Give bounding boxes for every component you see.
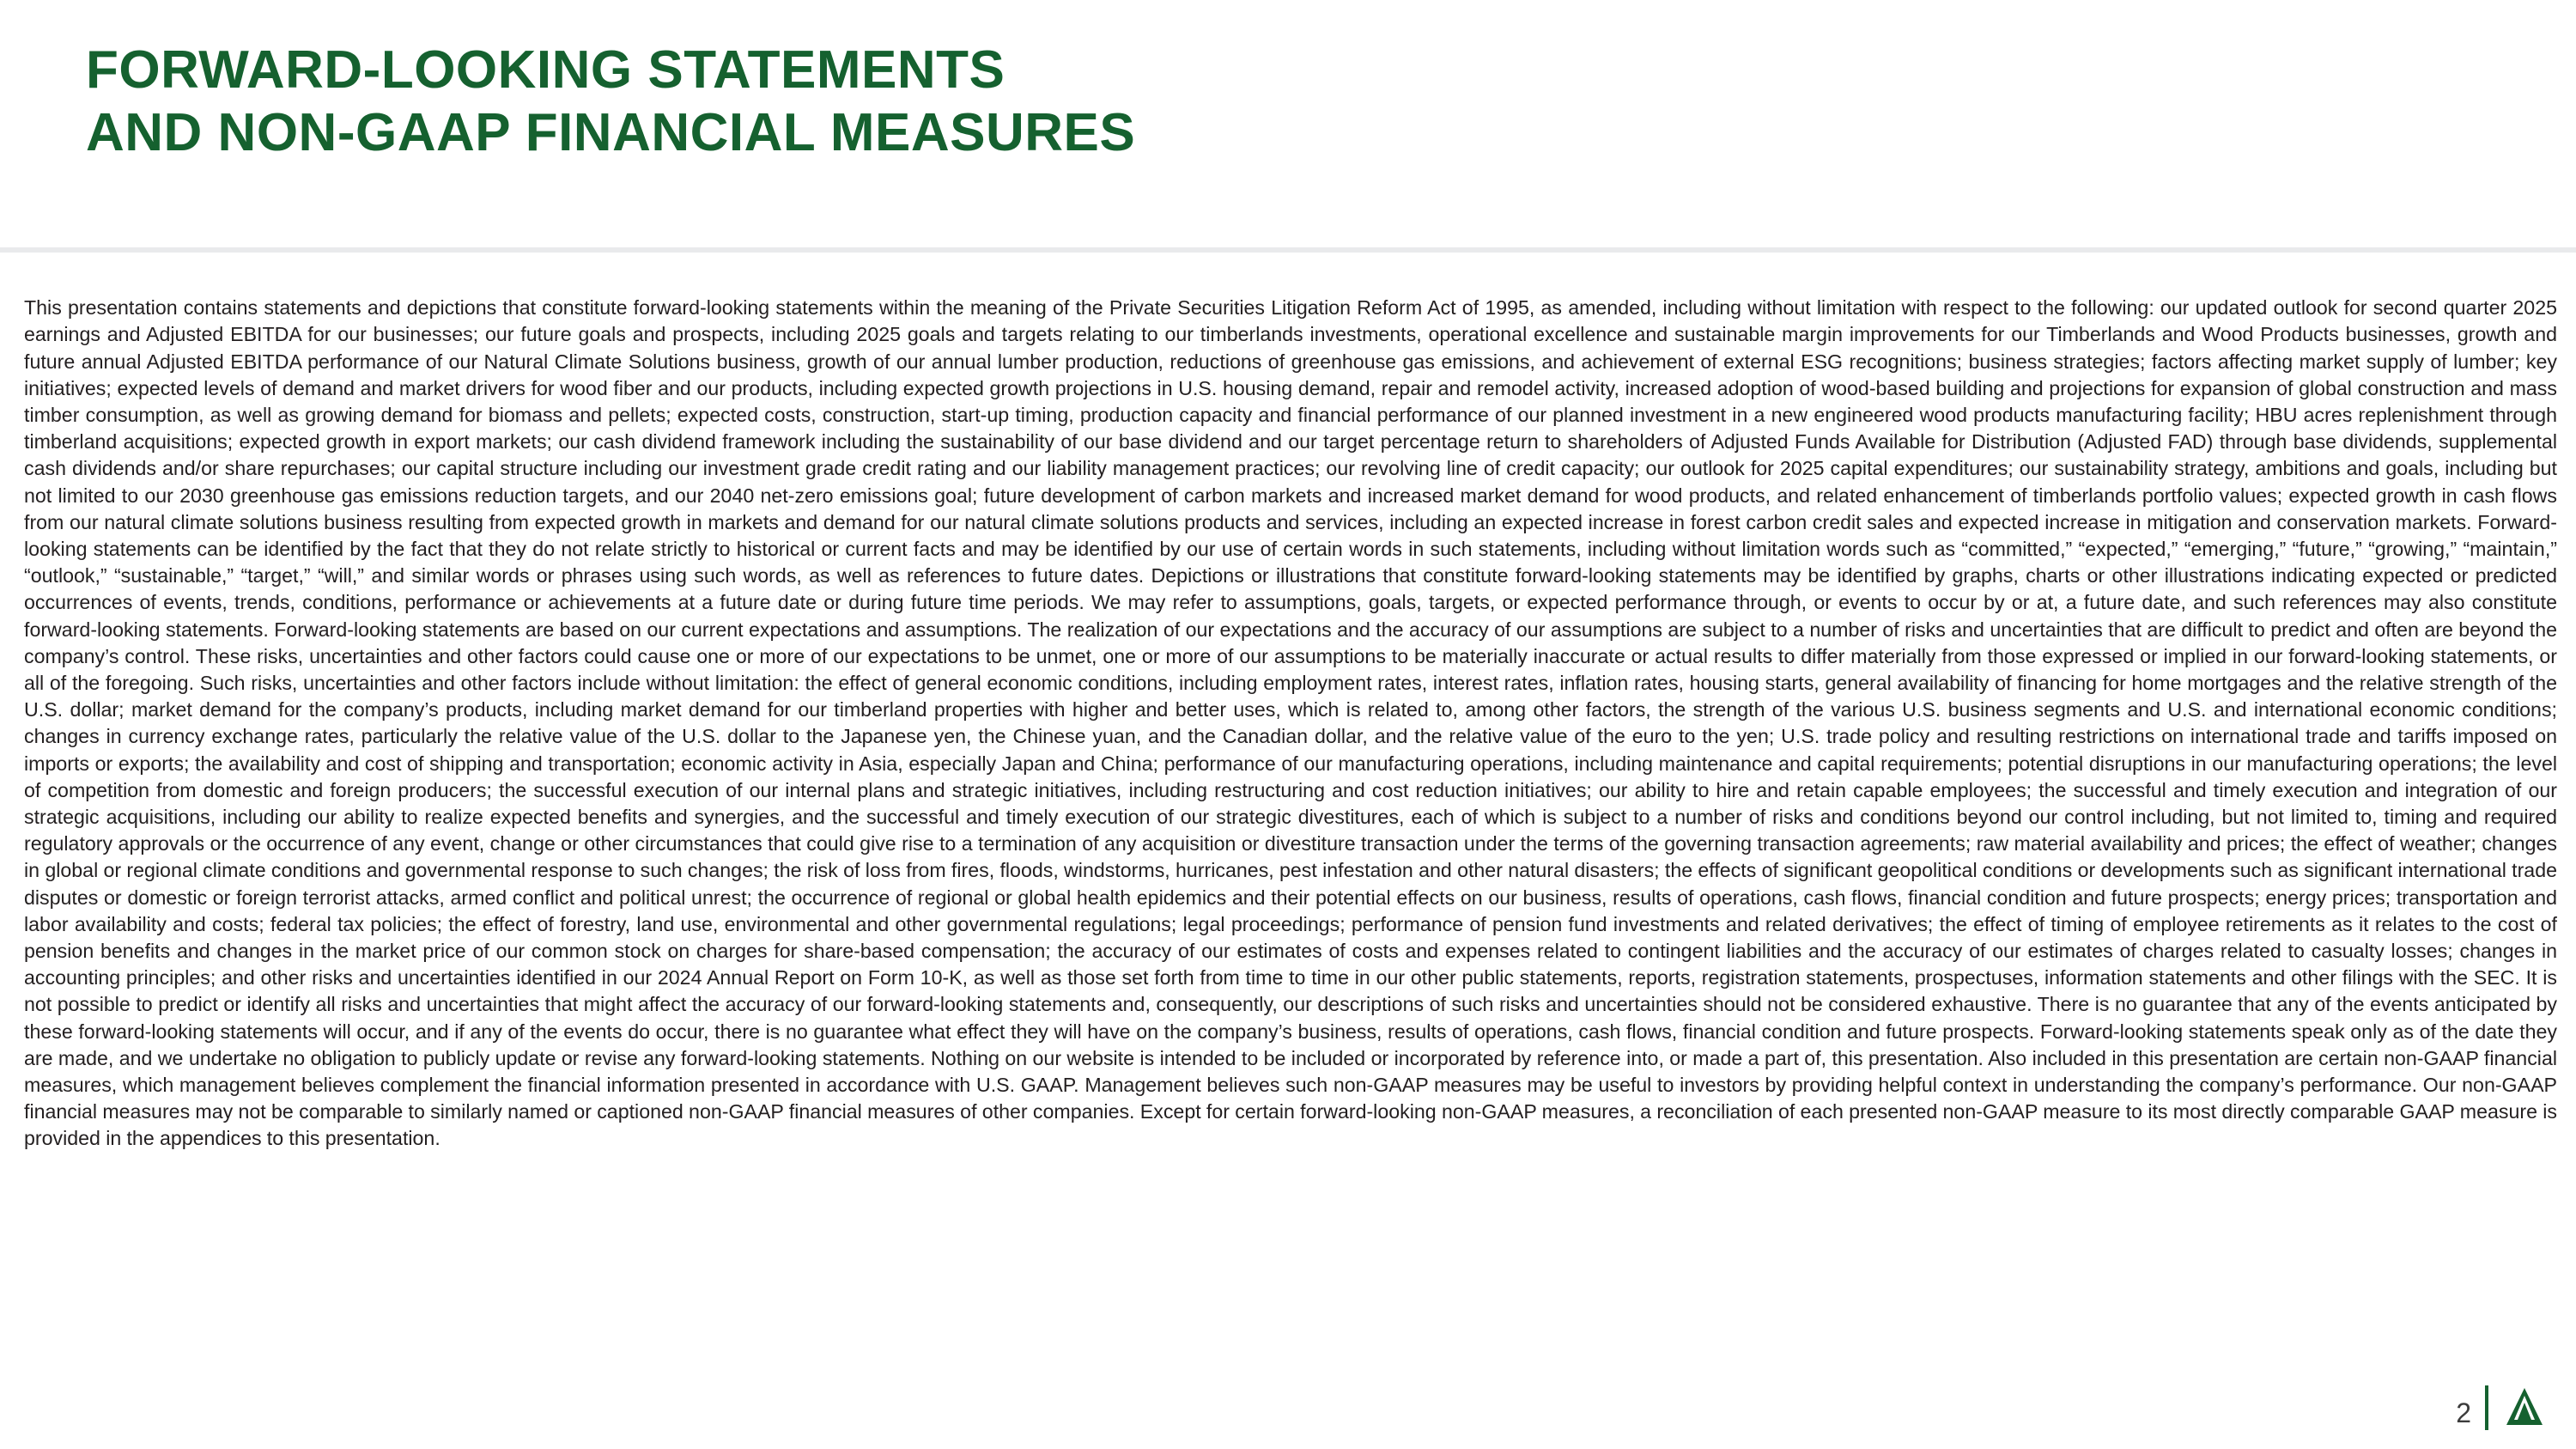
page-title-line-1: FORWARD-LOOKING STATEMENTS: [86, 40, 1005, 100]
page-title-line-2: AND NON-GAAP FINANCIAL MEASURES: [86, 103, 1136, 163]
bottom-band: [0, 1442, 2576, 1449]
footer-divider-rule: [2485, 1385, 2488, 1430]
disclaimer-paragraph: This presentation contains statements and depictions that constitute forward-looking statements within the meaning of the Private Securities Litigation Reform Act of 1995, as amended, including without limitation with respect to the following: our updated outlook for second quarter 2025 earnings and Adjusted EBITDA for our businesses; our future goals and prospects, including 2025 goals and targets relating to our timberlands investments, operational excellence and sustainable margin improvements for our Timberlands and Wood Products businesses, growth and future annual Adjusted EBITDA performance of our Natural Climate Solutions business, growth of our annual lumber production, reductions of greenhouse gas emissions, and achievement of external ESG recognitions; business strategies; factors affecting market supply of lumber; key initiatives; expected levels of demand and market drivers for wood fiber and our products, including expected growth projections in U.S. housing demand, repair and remodel activity, increased adoption of wood-based building and projections for expansion of global construction and mass timber consumption, as well as growing demand for biomass and pellets; expected costs, construction, start-up timing, production capacity and financial performance of our planned investment in a new engineered wood products manufacturing facility; HBU acres replenishment through timberland acquisitions; expected growth in export markets; our cash dividend framework including the sustainability of our base dividend and our target percentage return to shareholders of Adjusted Funds Available for Distribution (Adjusted FAD) through base dividends, supplemental cash dividends and/or share repurchases; our capital structure including our investment grade credit rating and our liability management practices; our revolving line of credit capacity; our outlook for 2025 capital expenditures; our sustainability strategy, ambitions and goals, including but not limited to our 2030 greenhouse gas emissions reduction targets, and our 2040 net-zero emissions goal; future development of carbon markets and increased market demand for wood products, and related enhancement of timberlands portfolio values; expected growth in cash flows from our natural climate solutions business resulting from expected growth in markets and demand for our natural climate solutions products and services, including an expected increase in forest carbon credit sales and expected increase in mitigation and conservation markets. Forward-looking statements can be identified by the fact that they do not relate strictly to historical or current facts and may be identified by our use of certain words in such statements, including without limitation words such as “committed,” “expected,” “emerging,” “future,” “growing,” “maintain,” “outlook,” “sustainable,” “target,” “will,” and similar words or phrases using such words, as well as references to future dates. Depictions or illustrations that constitute forward-looking statements may be identified by graphs, charts or other illustrations indicating expected or predicted occurrences of events, trends, conditions, performance or achievements at a future date or during future time periods. We may refer to assumptions, goals, targets, or expected performance through, or events to occur by or at, a future date, and such references may also constitute forward-looking statements. Forward-looking statements are based on our current expectations and assumptions. The realization of our expectations and the accuracy of our assumptions are subject to a number of risks and uncertainties that are difficult to predict and often are beyond the company’s control. These risks, uncertainties and other factors could cause one or more of our expectations to be unmet, one or more of our assumptions to be materially inaccurate or actual results to differ materially from those expressed or implied in our forward-looking statements, or all of the foregoing. Such risks, uncertainties and other factors include without limitation: the effect of general economic conditions, including employment rates, interest rates, inflation rates, housing starts, general availability of financing for home mortgages and the relative strength of the U.S. dollar; market demand for the company’s products, including market demand for our timberland properties with higher and better uses, which is related to, among other factors, the strength of the various U.S. business segments and U.S. and international economic conditions; changes in currency exchange rates, particularly the relative value of the U.S. dollar to the Japanese yen, the Chinese yuan, and the Canadian dollar, and the relative value of the euro to the yen; U.S. trade policy and resulting restrictions on international trade and tariffs imposed on imports or exports; the availability and cost of shipping and transportation; economic activity in Asia, especially Japan and China; performance of our manufacturing operations, including maintenance and capital requirements; potential disruptions in our manufacturing operations; the level of competition from domestic and foreign producers; the successful execution of our internal plans and strategic initiatives, including restructuring and cost reduction initiatives; our ability to hire and retain capable employees; the successful and timely execution and integration of our strategic acquisitions, including our ability to realize expected benefits and synergies, and the successful and timely execution of our strategic divestitures, each of which is subject to a number of risks and conditions beyond our control including, but not limited to, timing and required regulatory approvals or the occurrence of any event, change or other circumstances that could give rise to a termination of any acquisition or divestiture transaction under the terms of the governing transaction agreements; raw material availability and prices; the effect of weather; changes in global or regional climate conditions and governmental response to such changes; the risk of loss from fires, floods, windstorms, hurricanes, pest infestation and other natural disasters; the effects of significant geopolitical conditions or developments such as significant international trade disputes or domestic or foreign terrorist attacks, armed conflict and political unrest; the occurrence of regional or global health epidemics and their potential effects on our business, results of operations, cash flows, financial condition and future prospects; energy prices; transportation and labor availability and costs; federal tax policies; the effect of forestry, land use, environmental and other governmental regulations; legal proceedings; performance of pension fund investments and related derivatives; the effect of timing of employee retirements as it relates to the cost of pension benefits and changes in the market price of our common stock on charges for share-based compensation; the accuracy of our estimates of costs and expenses related to contingent liabilities and the accuracy of our estimates of charges related to casualty losses; changes in accounting principles; and other risks and uncertainties identified in our 2024 Annual Report on Form 10-K, as well as those set forth from time to time in our other public statements, reports, registration statements, prospectuses, information statements and other filings with the SEC. It is not possible to predict or identify all risks and uncertainties that might affect the accuracy of our forward-looking statements and, consequently, our descriptions of such risks and uncertainties should not be considered exhaustive. There is no guarantee that any of the events anticipated by these forward-looking statements will occur, and if any of the events do occur, there is no guarantee what effect they will have on the company’s business, results of operations, cash flows, financial condition and future prospects. Forward-looking statements speak only as of the date they are made, and we undertake no obligation to publicly update or revise any forward-looking statements. Nothing on our website is intended to be included or incorporated by reference into, or made a part of, this presentation. Also included in this presentation are certain non-GAAP financial measures, which management believes complement the financial information presented in accordance with U.S. GAAP. Management believes such non-GAAP measures may be useful to investors by providing helpful context in understanding the company’s performance. Our non-GAAP financial measures may not be comparable to similarly named or captioned non-GAAP financial measures of other companies. Except for certain forward-looking non-GAAP measures, a reconciliation of each presented non-GAAP measure to its most directly comparable GAAP measure is provided in the appendices to this presentation.: [24, 296, 2557, 1150]
slide-footer: [2456, 1385, 2547, 1430]
page-title: [86, 39, 1803, 164]
weyerhaeuser-tree-logo-icon: [2502, 1385, 2547, 1430]
header-divider: [0, 247, 2576, 253]
disclaimer-body: [24, 275, 2557, 1172]
page-number: 2: [2456, 1397, 2471, 1428]
